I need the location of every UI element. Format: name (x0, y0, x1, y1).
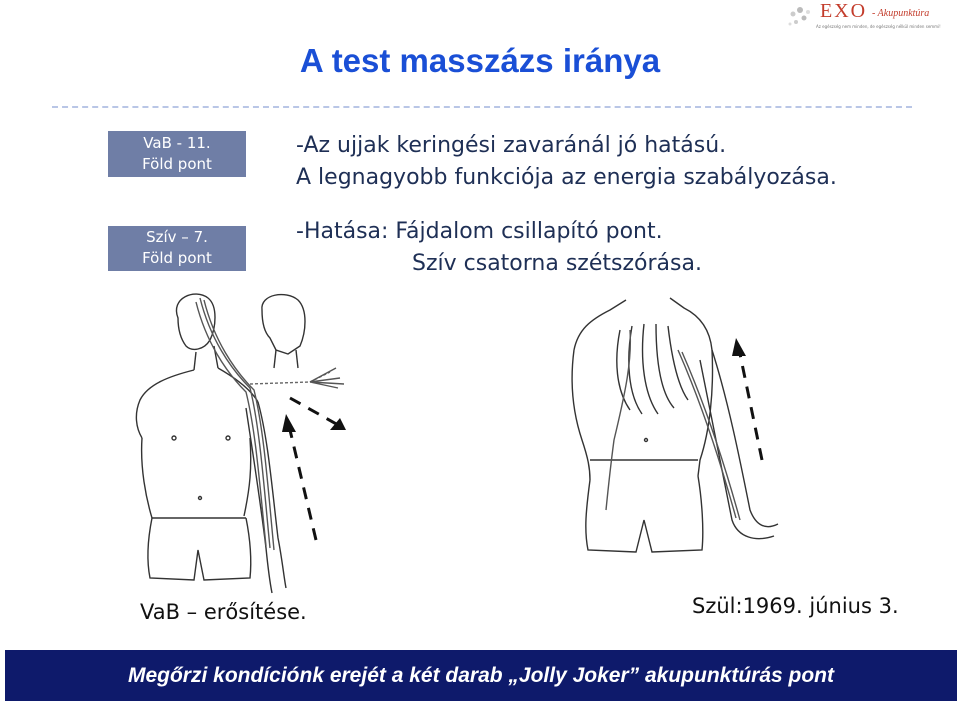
point-label-line2: Föld pont (142, 249, 212, 267)
logo-dots-icon (780, 0, 816, 34)
description-line: -Hatása: Fájdalom csillapító pont. (296, 219, 663, 244)
description-sziv-7 (296, 216, 702, 280)
page-title: A test masszázs iránya (299, 42, 661, 79)
description-line: Szív csatorna szétszórása. (412, 251, 702, 276)
spleen-meridian-illustration (100, 288, 370, 598)
description-line: A legnagyobb funkciója az energia szabályozása. (296, 165, 837, 190)
footer-banner: Megőrzi kondíciónk erejét a két darab „Jolly Joker” akupunktúrás pont (5, 650, 957, 701)
description-line: -Az ujjak keringési zavaránál jó hatású. (296, 133, 727, 158)
title-divider (52, 106, 912, 108)
caption-vab-strengthening: VaB – erősítése. (140, 600, 307, 624)
point-label-sziv-7 (108, 226, 246, 271)
caption-birth-date: Szül:1969. június 3. (692, 594, 899, 618)
heart-meridian-illustration (560, 290, 800, 590)
point-label-line1: Szív – 7. (146, 228, 208, 246)
logo-tagline: Az egészség nem minden, de egészség nélkül minden semmi! (816, 24, 941, 29)
point-label-line2: Föld pont (142, 155, 212, 173)
description-vab-11 (296, 130, 837, 194)
logo-subtitle: - Akupunktúra (872, 8, 930, 19)
point-label-line1: VaB - 11. (143, 134, 211, 152)
logo-brand: EXO (820, 0, 868, 22)
point-label-vab-11 (108, 131, 246, 177)
logo (780, 0, 950, 34)
